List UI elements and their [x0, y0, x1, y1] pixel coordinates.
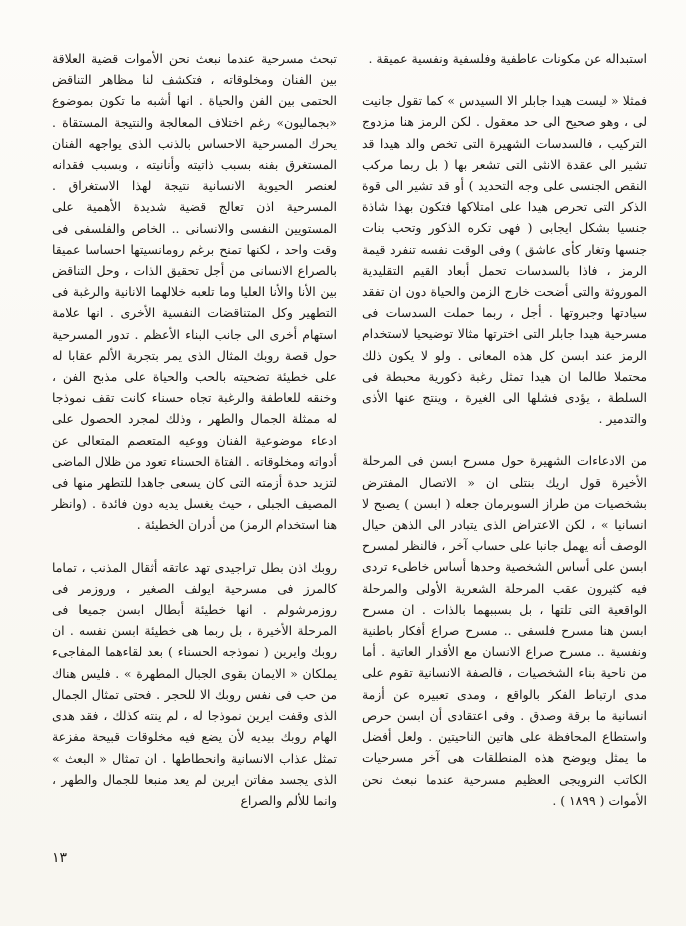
right-column	[362, 48, 647, 811]
paragraph: فمثلا « ليست هيدا جابلر الا السيدس » كما تقول جانيت لى ، وهو صحيح الى حد معقول . لكن الرمز هنا مزدوج التركيب ، فالسدسات الشهيرة التى تخص والد هيدا قد تشير الى عقدة الانثى التى تشعر بها ( بل ربما مركب النقص الجنسى على وجه التحديد ) أو قد تشير الى قوة الذكر التى تحرص هيدا على امتلاكها فتكون بهذا شاذة جنسيا بشكل ايجابى ( فهى تكره الذكور وتحب بنات جنسها وتغار كأى عاشق ) وفى الوقت نفسه تنفرد قيمة الرمز ، فاذا بالسدسات تحمل أبعاد القيم التقليدية الموروثة والتى أضحت خارج الزمن والحياة دون ان تفقد سيادتها وجبروتها . أجل ، ربما حملت السدسات فى مسرحية هيدا جابلر التى اخترتها مثالا توضيحيا لاستخدام الرمز عند ابسن كل هذه المعانى . ولو لا يكون ذلك محتملا طالما ان هيدا تمثل رغبة ذكورية محبطة فى السلطة ، يؤدى فشلها الى الغيرة ، وينتج عنها الأذى والتدمير .	[362, 93, 647, 427]
paragraph: روبك اذن بطل تراجيدى تهد عاتقه أثقال المذنب ، تماما كالمرز فى مسرحية ايولف الصغير ، وروزمر فى روزمرشولم . انها خطيئة أبطال ابسن جميعا فى المرحلة الأخيرة ، بل ربما هى خطيئة ابسن نفسه . ان روبك وايرين ( نموذجه الحسناء ) بعد لقاءهما المفاجىء يملكان « الايمان بقوى الجبال المطهرة » . فليس هناك من حب فى نفس روبك الا للحجر . فحتى تمثال الجمال الذى وقفت ايرين نموذجا له ، لم ينته كذلك ، فقد هدى الهام روبك بيديه لأن يضع فيه مخلوقات قبيحة مفزعة تمثل عذاب الانسانية وانحطاطها . ان تمثال « البعث » الذى يجسد مفاتن ايرين لم يعد منبعا للجمال والطهر ، وانما للألم والصراع	[52, 559, 337, 808]
page-number: ١٣	[52, 850, 68, 866]
left-column	[52, 48, 337, 811]
paragraph: من الادعاءات الشهيرة حول مسرح ابسن فى المرحلة الأخيرة قول اريك بنتلى ان « الاتصال المفترض بشخصيات من طراز السوبرمان جعله ( ابسن ) يصبح لا انسانيا » ، لكن الاعتراض الذى يتبادر الى الذهن حيال الوصف أنه يهمل جانبا على حساب آخر ، فالنظر لمسرح ابسن على أساس الشخصية وحدها أساس خاطىء تردى فيه كثيرون عقب المرحلة الشعرية الأولى والمرحلة الواقعية التى تلتها ، بل بسببهما بالذات . ان مسرح ابسن هنا مسرح فلسفى .. مسرح صراع أفكار باطنية ونفسية .. مسرح صراع الانسان مع الأقدار العاتية . أما من ناحية بناء الشخصيات ، فالصفة الانسانية تقوم على مدى ارتباط الفكر بالواقع ، ومدى تعبيره عن أزمة انسانية ما برقة وصدق . وفى اعتقادى أن ابسن حرص واستطاع المحافظة على هاتين الناحيتين . ولعل أفضل ما يمثل ويوضح هذه المنطلقات هى آخر مسرحيات الكاتب النرويجى العظيم مسرحية عندما نبعث نحن الأموات ( ١٨٩٩ ) .	[362, 453, 647, 808]
paragraph: تبحث مسرحية عندما نبعث نحن الأموات قضية العلاقة بين الفنان ومخلوقاته ، فتكشف لنا مظاهر التناقض الحتمى بين الفن والحياة . انها أشبه ما تكون بموضوع «بجماليون» رغم اختلاف المعالجة والنتيجة المستقاة . يحرك المسرحية الاحساس بالذنب الذى يواجهه الفنان المستغرق بفنه بسبب ذاتيته وأنانيته ، وبسبب فقدانه لعنصر الحيوية الانسانية نتيجة لهذا الاستغراق . المسرحية اذن تعالج قضية شديدة الأهمية على المستويين النفسى والانسانى .. الخاص والفلسفى فى وقت واحد ، لكنها تمنح برغم رومانسيتها احساسا عميقا بالصراع الانسانى من أجل تحقيق الذات ، وحل التناقض بين الأنا والأنا العليا وما تلعبه خلالهما الانانية والرغبة فى التطهير وكل المتناقضات النفسية الأخرى . انها علامة استهام أخرى الى جانب البناء الأعظم . تدور المسرحية حول قصة روبك المثال الذى يمر بتجربة الألم عقابا له على خطيئة تضحيته بالحب والحياة على مذبح الفن ، وخنقه للعاطفة والرغبة تجاه حسناء كانت تقف نموذجا له ممثلة الجمال والطهر ، وذلك لمجرد الحصول على ادعاء موضوعية الفنان ووعيه المتعصم المتعالى عن أدواته ومخلوقاته . الفتاة الحسناء تعود من ظلال الماضى لتزيد حدة أزمته التى كان يسعى جاهدا للتطهر منها فى المصيف الجبلى ، حيث يغسل يديه دون فائدة . (وانظر هنا استخدام الرمز) من أدران الخطيئة .	[52, 51, 337, 533]
paragraph: استبداله عن مكونات عاطفية وفلسفية ونفسية عميقة .	[368, 51, 647, 66]
